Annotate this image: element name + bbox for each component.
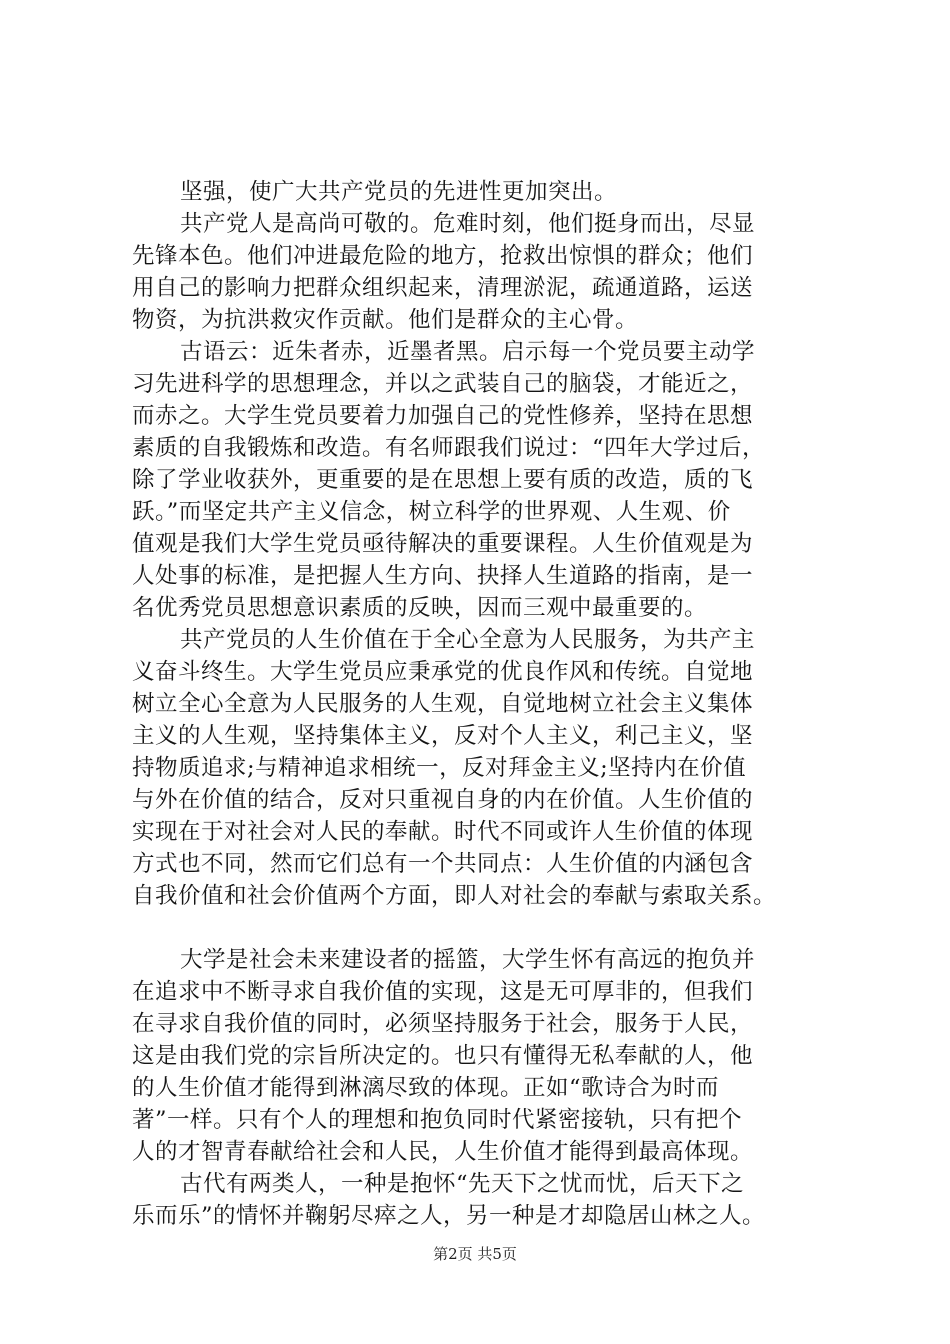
paragraph-line: 与外在价值的结合，反对只重视自身的内在价值。人生价值的: [132, 787, 754, 813]
paragraph-line: 方式也不同，然而它们总有一个共同点：人生价值的内涵包含: [132, 851, 754, 877]
page-number-footer: 第2页 共5页: [433, 1245, 517, 1263]
paragraph-line: 树立全心全意为人民服务的人生观，自觉地树立社会主义集体: [132, 691, 754, 717]
document-body: [132, 176, 832, 1232]
paragraph-line: 自我价值和社会价值两个方面，即人对社会的奉献与索取关系。: [132, 883, 777, 909]
paragraph-line: 用自己的影响力把群众组织起来，清理淤泥，疏通道路，运送: [132, 275, 754, 301]
paragraph-line: 名优秀党员思想意识素质的反映，因而三观中最重要的。: [132, 595, 708, 621]
paragraph-line: 古语云：近朱者赤，近墨者黑。启示每一个党员要主动学: [180, 339, 756, 365]
paragraph-line: 习先进科学的思想理念，并以之武装自己的脑袋，才能近之，: [132, 371, 754, 397]
paragraph-line: 的人生价值才能得到淋漓尽致的体现。正如“歌诗合为时而: [132, 1075, 720, 1101]
paragraph-line: 物资，为抗洪救灾作贡献。他们是群众的主心骨。: [132, 307, 639, 333]
paragraph-line: 坚强，使广大共产党员的先进性更加突出。: [180, 179, 618, 205]
paragraph-line: 这是由我们党的宗旨所决定的。也只有懂得无私奉献的人，他: [132, 1043, 754, 1069]
paragraph-line: 持物质追求;与精神追求相统一，反对拜金主义;坚持内在价值: [132, 755, 747, 781]
paragraph-line: 人的才智青春献给社会和人民，人生价值才能得到最高体现。: [132, 1139, 754, 1165]
paragraph-line: 义奋斗终生。大学生党员应秉承党的优良作风和传统。自觉地: [132, 659, 754, 685]
paragraph-line: 先锋本色。他们冲进最危险的地方，抢救出惊惧的群众；他们: [132, 243, 754, 269]
paragraph-line: 主义的人生观，坚持集体主义，反对个人主义，利己主义，坚: [132, 723, 754, 749]
paragraph-line: 人处事的标准，是把握人生方向、抉择人生道路的指南，是一: [132, 563, 754, 589]
paragraph-spacer: [132, 912, 832, 944]
paragraph-line: 共产党人是高尚可敬的。危难时刻，他们挺身而出，尽显: [180, 211, 756, 237]
paragraph-line: 素质的自我锻炼和改造。有名师跟我们说过：“四年大学过后，: [132, 435, 766, 461]
paragraph-line: 除了学业收获外，更重要的是在思想上要有质的改造，质的飞: [132, 467, 754, 493]
paragraph-line: 共产党员的人生价值在于全心全意为人民服务，为共产主: [180, 627, 756, 653]
paragraph-line: 而赤之。大学生党员要着力加强自己的党性修养，坚持在思想: [132, 403, 754, 429]
paragraph-line: 实现在于对社会对人民的奉献。时代不同或许人生价值的体现: [132, 819, 754, 845]
paragraph-line: 值观是我们大学生党员亟待解决的重要课程。人生价值观是为: [132, 531, 754, 557]
paragraph-line: 古代有两类人，一种是抱怀“先天下之忧而忧，后天下之: [180, 1171, 745, 1197]
paragraph-line: 大学是社会未来建设者的摇篮，大学生怀有高远的抱负并: [180, 947, 756, 973]
paragraph-line: 著”一样。只有个人的理想和抱负同时代紧密接轨，只有把个: [132, 1107, 743, 1133]
paragraph-line: 乐而乐”的情怀并鞠躬尽瘁之人，另一种是才却隐居山林之人。: [132, 1203, 766, 1229]
paragraph-line: 在寻求自我价值的同时，必须坚持服务于社会，服务于人民，: [132, 1011, 754, 1037]
paragraph-line: 在追求中不断寻求自我价值的实现，这是无可厚非的，但我们: [132, 979, 754, 1005]
paragraph-line: 跃。”而坚定共产主义信念，树立科学的世界观、人生观、价: [132, 499, 731, 525]
